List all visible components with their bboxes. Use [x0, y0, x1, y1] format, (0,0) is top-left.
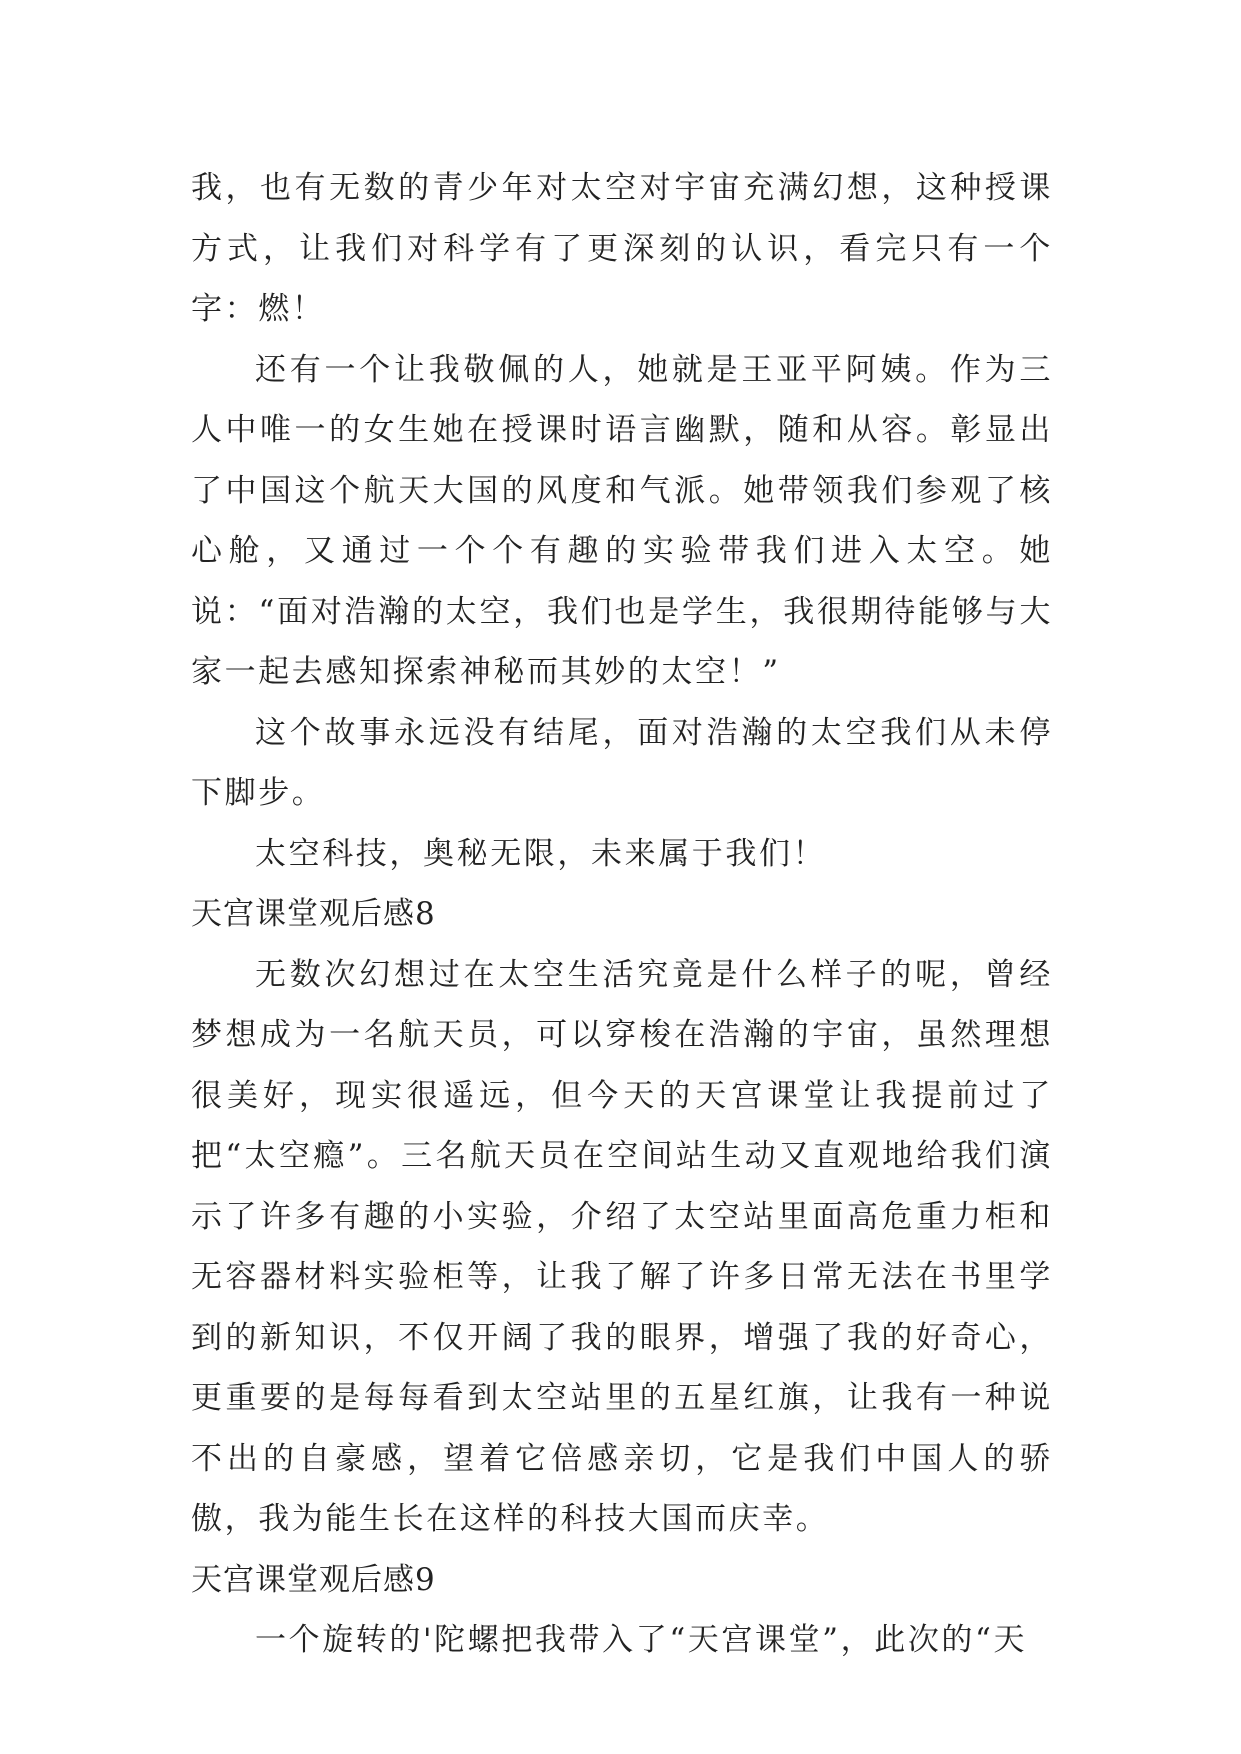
paragraph-essay-9: 一个旋转的'陀螺把我带入了“天宫课堂”，此次的“天	[255, 1622, 1028, 1658]
section-heading-8: 天宫课堂观后感8	[191, 896, 436, 932]
paragraph-wang-yaping: 还有一个让我敬佩的人，她就是王亚平阿姨。作为三人中唯一的女生她在授课时语言幽默，随和从容。彰显出了中国这个航天大国的风度和气派。她带领我们参观了核心舱，又通过一个个有趣的实验带我们进入太空。她说：“面对浩瀚的太空，我们也是学生，我很期待能够与大家一起去感知探索神秘而其妙的太空！”	[191, 351, 1053, 690]
section-heading-9: 天宫课堂观后感9	[191, 1561, 436, 1598]
paragraph-story-no-end: 这个故事永远没有结尾，面对浩瀚的太空我们从未停下脚步。	[191, 714, 1053, 811]
paragraph-continued: 我，也有无数的青少年对太空对宇宙充满幻想，这种授课方式，让我们对科学有了更深刻的认识，看完只有一个字：燃！	[191, 170, 1053, 327]
paragraph-essay-8: 无数次幻想过在太空生活究竟是什么样子的呢，曾经梦想成为一名航天员，可以穿梭在浩瀚的宇宙，虽然理想很美好，现实很遥远，但今天的天宫课堂让我提前过了把“太空瘾”。三名航天员在空间站生动又直观地给我们演示了许多有趣的小实验，介绍了太空站里面高危重力柜和无容器材料实验柜等，让我了解了许多日常无法在书里学到的新知识，不仅开阔了我的眼界，增强了我的好奇心，更重要的是每每看到太空站里的五星红旗，让我有一种说不出的自豪感，望着它倍感亲切，它是我们中国人的骄傲，我为能生长在这样的科技大国而庆幸。	[191, 956, 1053, 1537]
paragraph-space-tech: 太空科技，奥秘无限，未来属于我们！	[255, 835, 827, 872]
document-body	[191, 158, 1053, 1671]
